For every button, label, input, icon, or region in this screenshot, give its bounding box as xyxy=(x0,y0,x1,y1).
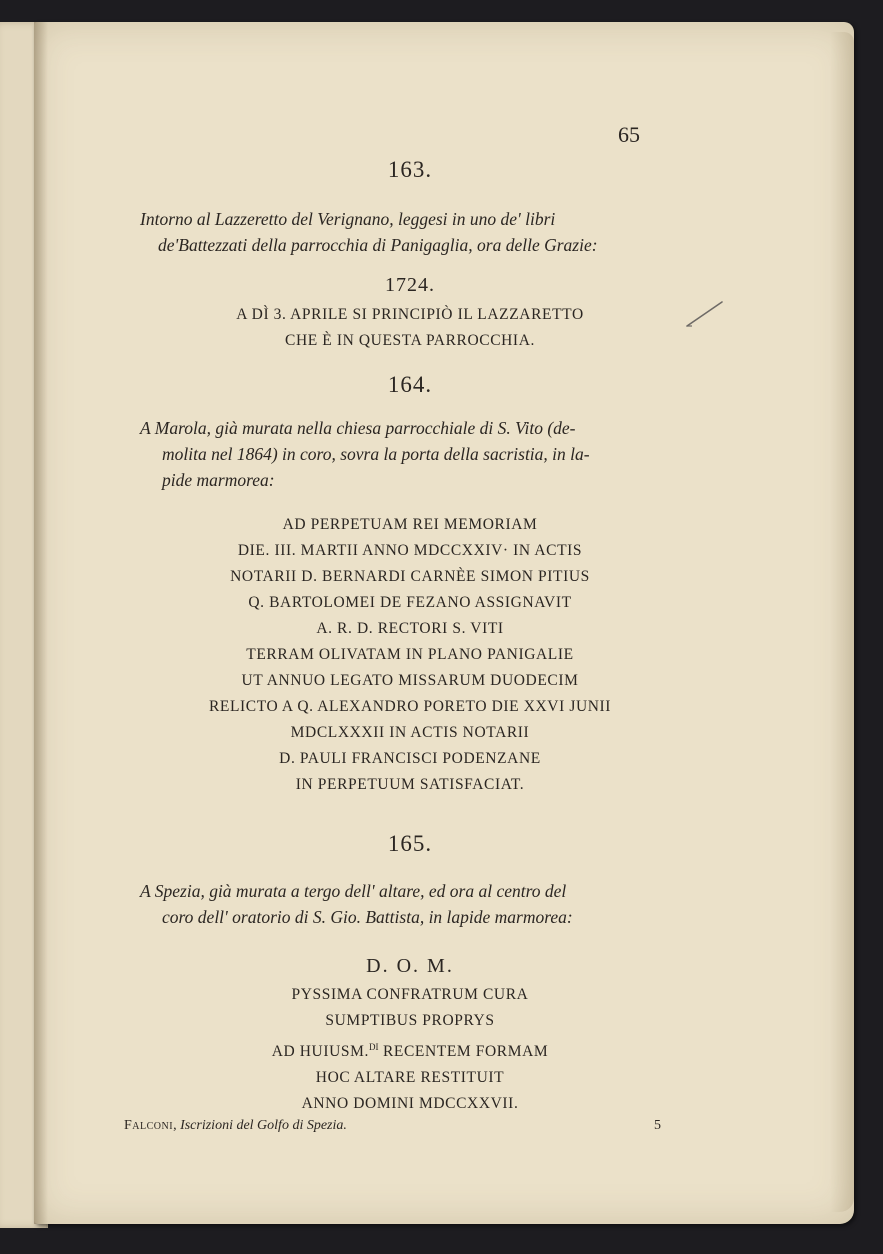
section-165-inscription xyxy=(150,982,670,1117)
section-165-intro xyxy=(140,878,700,930)
inscription-line: DIE. III. MARTII ANNO MDCCXXIV· IN ACTIS xyxy=(237,542,583,559)
section-163-intro xyxy=(140,206,700,258)
intro-line: de'Battezzati della parrocchia di Panigaglia, ora delle Grazie: xyxy=(158,235,598,255)
section-164-inscription xyxy=(130,512,690,798)
inscription-line: IN PERPETUUM SATISFACIAT. xyxy=(295,776,525,793)
footer-citation: Falconi, Iscrizioni del Golfo di Spezia. xyxy=(124,1118,347,1133)
inscription-line-with-superscript xyxy=(150,1034,670,1065)
superscript-fragment: DI xyxy=(369,1042,379,1052)
section-164-intro xyxy=(140,415,700,493)
page-gutter-shadow xyxy=(34,22,48,1224)
intro-line: A Spezia, già murata a tergo dell' altare, ed ora al centro del xyxy=(140,881,567,901)
inscription-line: NOTARII D. BERNARDI CARNÈE SIMON PITIUS xyxy=(230,568,590,585)
section-number-165: 165. xyxy=(387,831,433,856)
intro-line: pide marmorea: xyxy=(162,470,275,490)
page-number: 65 xyxy=(618,122,640,147)
inscription-line: AD PERPETUAM REI MEMORIAM xyxy=(282,516,538,533)
inscription-line: CHE È IN QUESTA PARROCCHIA. xyxy=(285,332,535,349)
footer-title: Iscrizioni del Golfo di Spezia. xyxy=(180,1118,347,1133)
inscription-line: A. R. D. RECTORI S. VITI xyxy=(316,620,504,637)
inscription-fragment: RECENTEM FORMAM xyxy=(382,1043,549,1061)
inscription-year: 1724. xyxy=(385,274,435,296)
inscription-line: D. PAULI FRANCISCI PODENZANE xyxy=(279,750,541,767)
intro-line: coro dell' oratorio di S. Gio. Battista, in lapide marmorea: xyxy=(162,907,573,927)
inscription-line: A DÌ 3. APRILE SI PRINCIPIÒ IL LAZZARETTO xyxy=(236,306,584,323)
inscription-line: PYSSIMA CONFRATRUM CURA xyxy=(291,986,529,1003)
inscription-line: UT ANNUO LEGATO MISSARUM DUODECIM xyxy=(241,672,579,689)
inscription-line: TERRAM OLIVATAM IN PLANO PANIGALIE xyxy=(246,646,574,663)
signature-mark: 5 xyxy=(654,1118,661,1133)
section-number-164: 164. xyxy=(387,372,433,397)
inscription-fragment: AD HUIUSM. xyxy=(271,1043,369,1061)
section-number-163: 163. xyxy=(387,157,433,182)
section-163-inscription xyxy=(150,302,670,354)
intro-line: molita nel 1864) in coro, sovra la porta della sacristia, in la- xyxy=(162,444,590,464)
inscription-line: MDCLXXXII IN ACTIS NOTARII xyxy=(290,724,530,741)
inscription-line: HOC ALTARE RESTITUIT xyxy=(315,1069,505,1087)
inscription-line: ANNO DOMINI MDCCXXVII. xyxy=(301,1095,519,1113)
inscription-heading: D. O. M. xyxy=(366,955,454,977)
inscription-line: RELICTO A Q. ALEXANDRO PORETO DIE XXVI JUNII xyxy=(208,698,612,715)
intro-line: Intorno al Lazzeretto del Verignano, leggesi in uno de' libri xyxy=(140,209,556,229)
inscription-line: SUMPTIBUS PROPRYS xyxy=(325,1012,495,1029)
inscription-line: Q. BARTOLOMEI DE FEZANO ASSIGNAVIT xyxy=(248,594,572,611)
pencil-mark-icon xyxy=(684,298,726,330)
footer-author: Falconi xyxy=(124,1118,174,1133)
intro-line: A Marola, già murata nella chiesa parrocchiale di S. Vito (de- xyxy=(140,418,576,438)
